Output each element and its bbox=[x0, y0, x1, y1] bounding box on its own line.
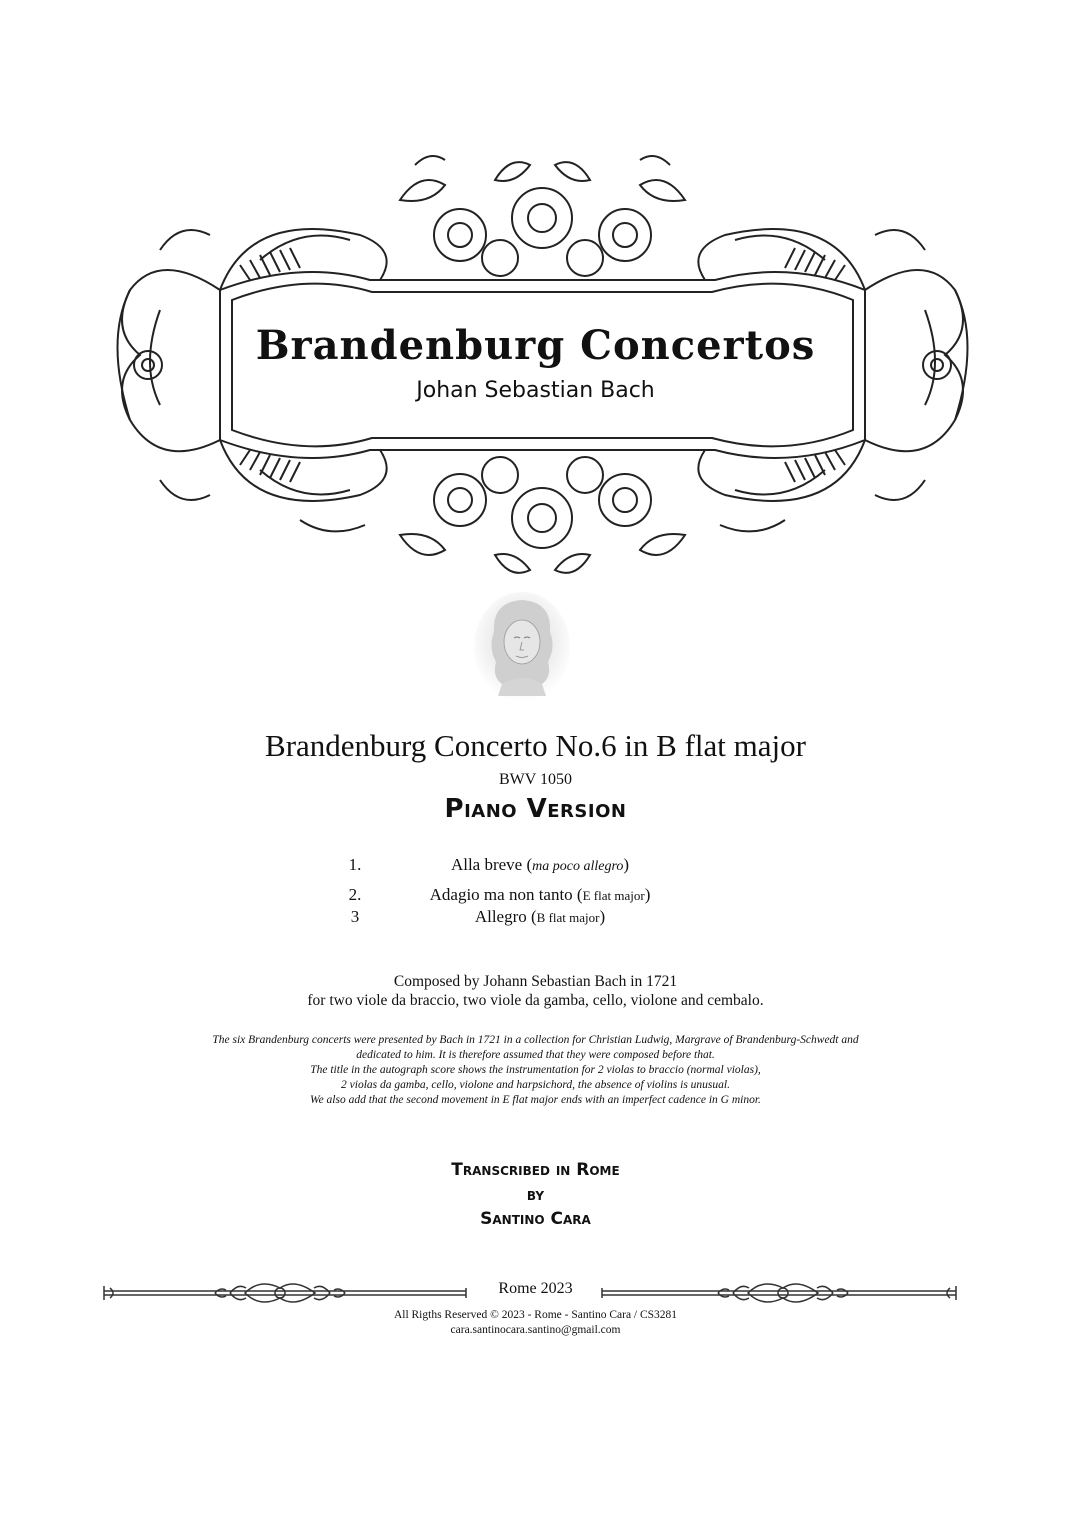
movement-title bbox=[380, 855, 700, 875]
composer-portrait-drawing bbox=[472, 592, 572, 712]
catalog-number: BWV 1050 bbox=[498, 771, 573, 788]
contact-email: cara.santinocara.santino@gmail.com bbox=[450, 1324, 621, 1336]
version-heading: Piano Version bbox=[444, 794, 627, 824]
movement-title-text: Alla breve ( bbox=[450, 855, 533, 874]
movement-close: ) bbox=[623, 855, 630, 874]
movement-close: ) bbox=[644, 885, 651, 904]
ornamental-rule-right-drawing bbox=[598, 1274, 960, 1312]
credit-line-2: by bbox=[526, 1185, 545, 1205]
note-line: 2 violas da gamba, cello, violone and harpsichord, the absence of violins is unusual. bbox=[341, 1079, 730, 1091]
movement-title-text: Adagio ma non tanto ( bbox=[429, 885, 583, 904]
work-title: Brandenburg Concerto No.6 in B flat major bbox=[265, 728, 806, 763]
ornamental-rule-right bbox=[598, 1274, 960, 1312]
composition-line-2: for two viole da braccio, two viole da gamba, cello, violone and cembalo. bbox=[307, 992, 764, 1009]
credit-line-3: Santino Cara bbox=[480, 1209, 591, 1229]
composer-portrait bbox=[472, 592, 572, 712]
note-line: The title in the autograph score shows the instrumentation for 2 violas to braccio (normal violas), bbox=[310, 1064, 761, 1076]
movement-title bbox=[380, 907, 700, 927]
note-line: The six Brandenburg concerts were presented by Bach in 1721 in a collection for Christian Ludwig, Margrave of Brandenburg-Schwedt and bbox=[212, 1034, 859, 1046]
movement-number: 2. bbox=[348, 885, 362, 904]
movement-detail: ma poco allegro bbox=[532, 859, 624, 874]
city-year: Rome 2023 bbox=[498, 1280, 573, 1297]
credit-line-1: Transcribed in Rome bbox=[451, 1160, 620, 1180]
note-line: We also add that the second movement in E flat major ends with an imperfect cadence in G minor. bbox=[310, 1094, 761, 1106]
movement-detail: E flat major bbox=[582, 888, 645, 903]
copyright-notice: All Rigths Reserved © 2023 - Rome - Santino Cara / CS3281 bbox=[393, 1309, 678, 1321]
composition-line-1: Composed by Johann Sebastian Bach in 1721 bbox=[393, 973, 678, 990]
movement-title-text: Allegro ( bbox=[474, 907, 537, 926]
movement-number: 3 bbox=[350, 907, 360, 926]
movement-close: ) bbox=[599, 907, 606, 926]
series-title: Brandenburg Concertos bbox=[255, 322, 816, 369]
movement-title bbox=[380, 885, 700, 905]
movement-detail: B flat major bbox=[536, 910, 600, 925]
historical-notes bbox=[120, 1033, 951, 1108]
note-line: dedicated to him. It is therefore assumed that they were composed before that. bbox=[356, 1049, 715, 1061]
series-composer: Johan Sebastian Bach bbox=[416, 378, 655, 403]
movement-number: 1. bbox=[348, 855, 362, 874]
